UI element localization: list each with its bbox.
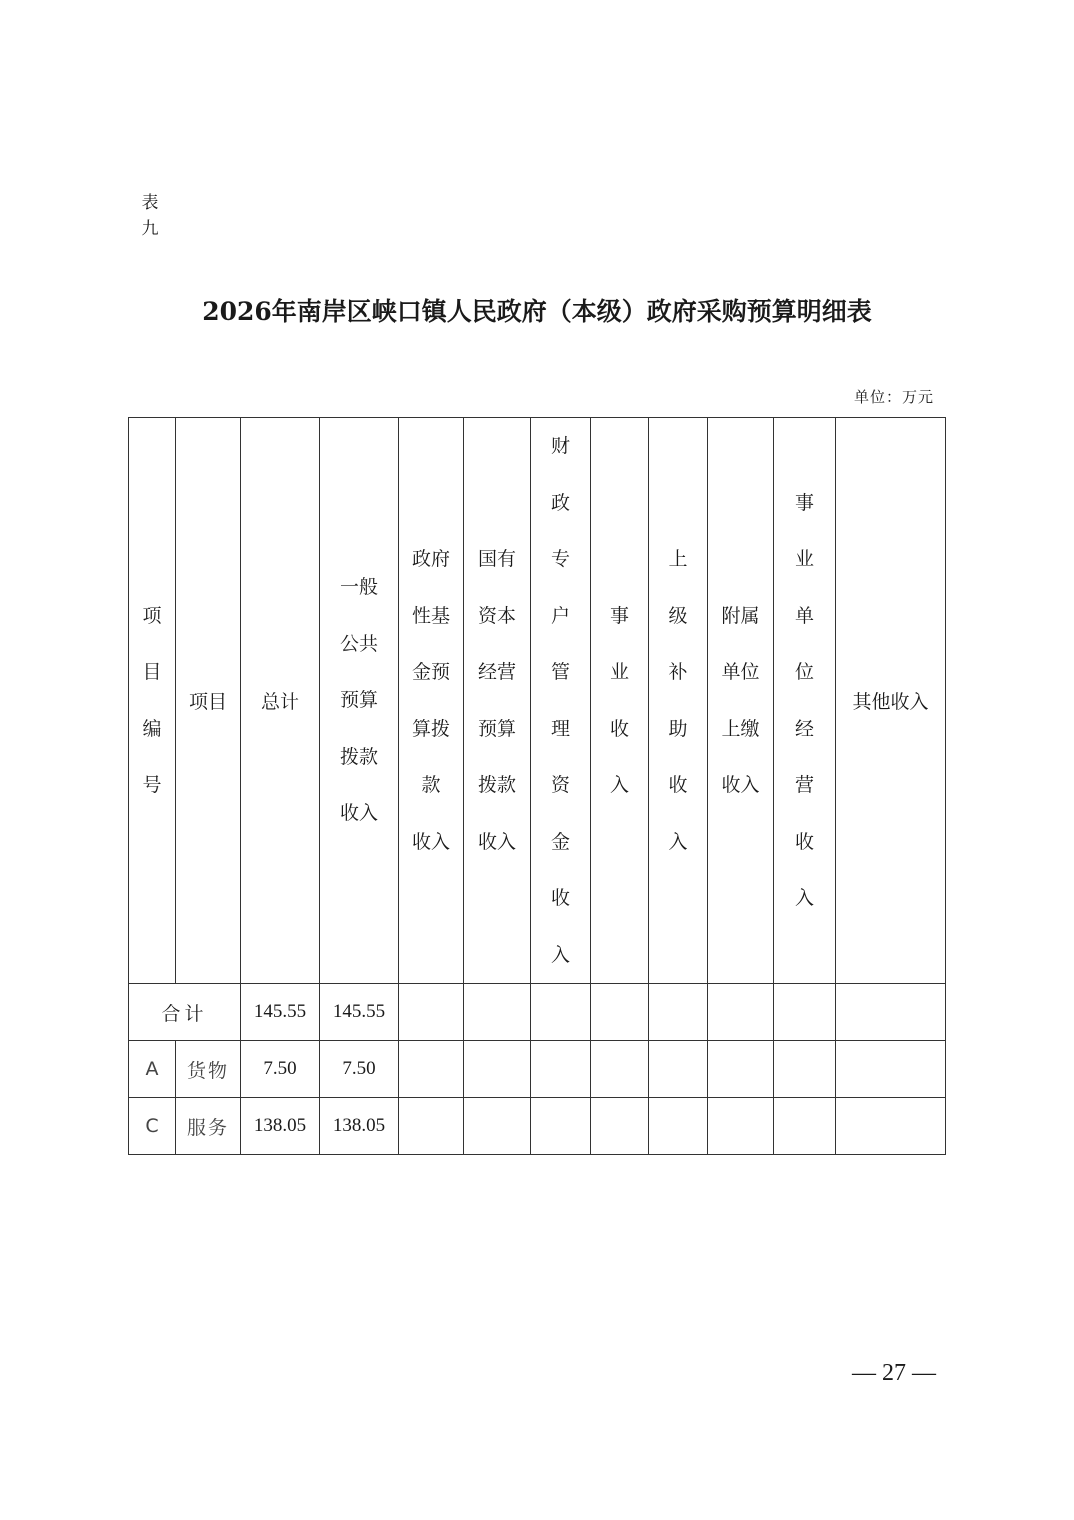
table-row xyxy=(129,1041,946,1098)
empty-cell xyxy=(836,984,946,1041)
header-fiscal-special: 财 政 专 户 管 理 资 金 收 入 xyxy=(531,418,591,984)
empty-cell xyxy=(464,984,531,1041)
empty-cell xyxy=(464,1041,531,1098)
empty-cell xyxy=(591,1041,649,1098)
page-title: 2026年南岸区峡口镇人民政府（本级）政府采购预算明细表 xyxy=(202,297,872,326)
total-cell: 145.55 xyxy=(241,984,320,1041)
empty-cell xyxy=(531,1098,591,1155)
header-general: 一般 公共 预算 拨款 收入 xyxy=(320,418,399,984)
header-item: 项目 xyxy=(176,418,241,984)
general-cell: 145.55 xyxy=(320,984,399,1041)
header-other: 其他收入 xyxy=(836,418,946,984)
page-number: — 27 — xyxy=(852,1360,936,1386)
table-row xyxy=(129,1098,946,1155)
table-label-char: 九 xyxy=(141,219,159,239)
code-cell: C xyxy=(129,1098,176,1155)
total-row xyxy=(129,984,946,1041)
header-code: 项 目 编 号 xyxy=(129,418,176,984)
header-superior: 上 级 补 助 收 入 xyxy=(649,418,708,984)
code-cell: A xyxy=(129,1041,176,1098)
header-business: 事 业 收 入 xyxy=(591,418,649,984)
item-cell: 货物 xyxy=(176,1041,241,1098)
empty-cell xyxy=(774,1098,836,1155)
table-label-char: 表 xyxy=(141,193,159,213)
table-label xyxy=(138,190,162,242)
total-cell: 138.05 xyxy=(241,1098,320,1155)
header-affiliated: 附属 单位 上缴 收入 xyxy=(708,418,774,984)
empty-cell xyxy=(399,984,464,1041)
empty-cell xyxy=(649,1041,708,1098)
header-total: 总计 xyxy=(241,418,320,984)
header-gov-fund: 政府 性基 金预 算拨 款 收入 xyxy=(399,418,464,984)
empty-cell xyxy=(591,1098,649,1155)
empty-cell xyxy=(591,984,649,1041)
empty-cell xyxy=(708,1041,774,1098)
empty-cell xyxy=(774,1041,836,1098)
empty-cell xyxy=(399,1041,464,1098)
empty-cell xyxy=(836,1041,946,1098)
empty-cell xyxy=(649,1098,708,1155)
header-state-capital: 国有 资本 经营 预算 拨款 收入 xyxy=(464,418,531,984)
empty-cell xyxy=(531,984,591,1041)
empty-cell xyxy=(464,1098,531,1155)
empty-cell xyxy=(531,1041,591,1098)
item-cell: 服务 xyxy=(176,1098,241,1155)
empty-cell xyxy=(836,1098,946,1155)
procurement-table xyxy=(128,417,946,1155)
total-cell: 7.50 xyxy=(241,1041,320,1098)
header-operating: 事 业 单 位 经 营 收 入 xyxy=(774,418,836,984)
empty-cell xyxy=(708,984,774,1041)
total-label: 合计 xyxy=(129,984,241,1041)
empty-cell xyxy=(774,984,836,1041)
empty-cell xyxy=(399,1098,464,1155)
unit-label: 单位：万元 xyxy=(853,388,934,406)
general-cell: 7.50 xyxy=(320,1041,399,1098)
empty-cell xyxy=(708,1098,774,1155)
empty-cell xyxy=(649,984,708,1041)
header-row xyxy=(129,418,946,984)
general-cell: 138.05 xyxy=(320,1098,399,1155)
